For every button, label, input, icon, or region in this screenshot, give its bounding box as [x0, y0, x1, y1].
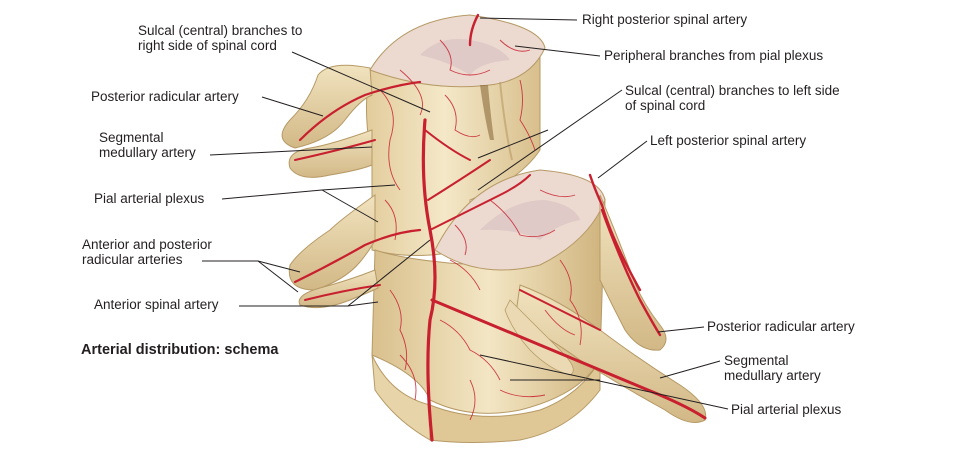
- figure-caption: Arterial distribution: schema: [81, 342, 279, 358]
- label-peripheral-branches: Peripheral branches from pial plexus: [604, 48, 824, 63]
- leader-pial-left-a: [222, 185, 395, 199]
- label-sulcal-right-line1: Sulcal (central) branches to: [138, 23, 303, 38]
- label-pial-plexus-right: Pial arterial plexus: [731, 402, 842, 417]
- label-segmental-right-line1: Segmental: [724, 353, 789, 368]
- label-ant-post-radicular: [82, 237, 212, 267]
- label-posterior-radicular-right: Posterior radicular artery: [707, 319, 855, 334]
- leader-left-posterior-spinal: [598, 141, 647, 178]
- label-sulcal-right: [138, 23, 318, 53]
- leader-posterior-radicular-right: [658, 327, 704, 332]
- label-anterior-spinal: Anterior spinal artery: [94, 297, 219, 312]
- leader-segmental-right: [660, 361, 720, 378]
- label-posterior-radicular-left: Posterior radicular artery: [91, 89, 239, 104]
- label-right-posterior-spinal: Right posterior spinal artery: [582, 12, 748, 27]
- label-ant-post-radicular-line2: radicular arteries: [82, 252, 183, 267]
- label-pial-plexus-left: Pial arterial plexus: [94, 191, 205, 206]
- label-segmental-right-line2: medullary artery: [724, 368, 821, 383]
- label-sulcal-left-line2: of spinal cord: [625, 98, 706, 113]
- label-segmental-left: [99, 130, 196, 160]
- label-sulcal-left-line1: Sulcal (central) branches to left side: [625, 83, 840, 98]
- label-sulcal-right-line2: right side of spinal cord: [138, 38, 277, 53]
- label-sulcal-left: [625, 83, 840, 113]
- label-segmental-left-line2: medullary artery: [99, 145, 196, 160]
- leader-ant-post-radicular-a: [202, 261, 300, 272]
- label-segmental-right: [724, 353, 821, 383]
- label-left-posterior-spinal: Left posterior spinal artery: [650, 133, 807, 148]
- label-segmental-left-line1: Segmental: [99, 130, 164, 145]
- label-ant-post-radicular-line1: Anterior and posterior: [82, 237, 212, 252]
